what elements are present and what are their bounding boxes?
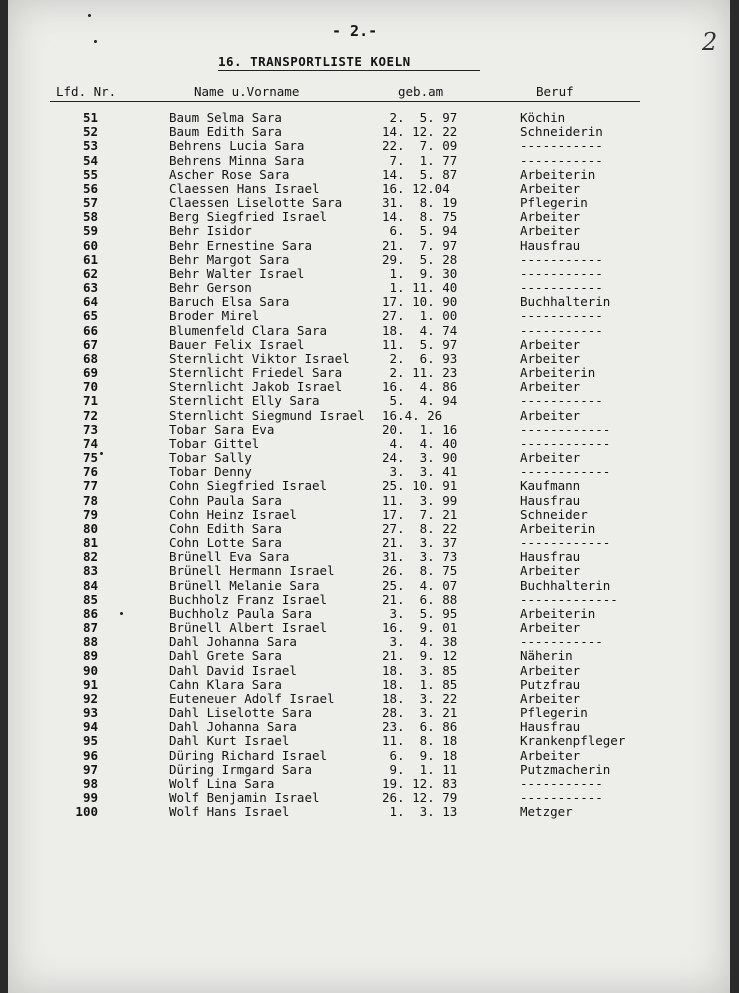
row-name: Sternlicht Viktor Israel [169, 350, 350, 366]
row-name: Behr Gerson [169, 280, 252, 296]
list-row [8, 536, 730, 550]
row-name: Tobar Denny [169, 464, 252, 480]
list-row [8, 139, 730, 153]
row-occupation: ----------- [520, 265, 603, 281]
row-number: 56 [82, 180, 98, 196]
row-number: 91 [82, 676, 98, 692]
row-number: 86 [82, 605, 98, 621]
row-name: Cohn Edith Sara [169, 520, 282, 536]
row-birthdate: 11. 5. 97 [382, 336, 458, 352]
paper-speck [88, 14, 91, 17]
list-row [8, 706, 730, 720]
row-birthdate: 16. 4. 86 [382, 379, 458, 395]
row-birthdate: 18. 3. 85 [382, 662, 458, 678]
row-name: Behr Margot Sara [169, 251, 290, 267]
list-row [8, 281, 730, 295]
row-occupation: Arbeiter [520, 690, 581, 706]
list-row [8, 749, 730, 763]
row-name: Cohn Paula Sara [169, 492, 282, 508]
row-name: Blumenfeld Clara Sara [169, 322, 328, 338]
row-birthdate: 16. 12.04 [382, 180, 450, 196]
row-occupation: Arbeiter [520, 407, 581, 423]
row-occupation: Buchhalterin [520, 294, 611, 310]
row-name: Baum Edith Sara [169, 124, 282, 140]
row-occupation: ------------- [520, 591, 618, 607]
row-name: Cohn Siegfried Israel [169, 478, 328, 494]
row-birthdate: 21. 7. 97 [382, 237, 458, 253]
list-row [8, 579, 730, 593]
row-name: Düring Irmgard Sara [169, 761, 312, 777]
row-occupation: ----------- [520, 790, 603, 806]
row-name: Bauer Felix Israel [169, 336, 305, 352]
row-occupation: Metzger [520, 804, 573, 820]
row-occupation: Arbeiter [520, 350, 581, 366]
row-occupation: Schneiderin [520, 124, 603, 140]
row-number: 69 [82, 365, 98, 381]
row-name: Sternlicht Elly Sara [169, 393, 320, 409]
row-number: 89 [82, 648, 98, 664]
row-birthdate: 27. 8. 22 [382, 520, 458, 536]
row-number: 65 [82, 308, 98, 324]
paper-speck [100, 452, 103, 455]
row-name: Düring Richard Israel [169, 747, 328, 763]
row-number: 64 [82, 294, 98, 310]
row-birthdate: 31. 3. 73 [382, 549, 458, 565]
row-number: 59 [82, 223, 98, 239]
row-number: 94 [82, 719, 98, 735]
row-occupation: Näherin [520, 648, 573, 664]
list-row [8, 224, 730, 238]
row-occupation: Arbeiterin [520, 605, 596, 621]
row-number: 98 [82, 775, 98, 791]
row-birthdate: 4. 4. 40 [382, 435, 458, 451]
header-rule [50, 101, 640, 102]
list-row [8, 805, 730, 819]
list-row [8, 465, 730, 479]
row-occupation: Hausfrau [520, 549, 581, 565]
row-name: Claessen Hans Israel [169, 180, 320, 196]
row-occupation: ----------- [520, 393, 603, 409]
list-row [8, 309, 730, 323]
list-row [8, 763, 730, 777]
list-row [8, 125, 730, 139]
list-row [8, 777, 730, 791]
row-birthdate: 3. 5. 95 [382, 605, 458, 621]
row-name: Behr Walter Israel [169, 265, 305, 281]
row-birthdate: 5. 4. 94 [382, 393, 458, 409]
list-row [8, 338, 730, 352]
row-name: Broder Mirel [169, 308, 260, 324]
list-row [8, 423, 730, 437]
row-name: Cahn Klara Sara [169, 676, 282, 692]
row-name: Dahl Johanna Sara [169, 634, 297, 650]
list-row [8, 267, 730, 281]
row-occupation: Arbeiter [520, 662, 581, 678]
row-number: 74 [82, 435, 98, 451]
row-birthdate: 9. 1. 11 [382, 761, 458, 777]
row-name: Brünell Melanie Sara [169, 577, 320, 593]
header-name: Name u.Vorname [194, 84, 300, 99]
row-name: Behrens Minna Sara [169, 152, 305, 168]
row-number: 67 [82, 336, 98, 352]
row-birthdate: 11. 8. 18 [382, 733, 458, 749]
list-row [8, 734, 730, 748]
row-occupation: Arbeiter [520, 450, 581, 466]
list-row [8, 111, 730, 125]
row-birthdate: 19. 12. 83 [382, 775, 458, 791]
paper-speck [120, 612, 123, 615]
row-number: 72 [82, 407, 98, 423]
paper-speck [94, 40, 97, 43]
row-occupation: Krankenpfleger [520, 733, 626, 749]
row-birthdate: 11. 3. 99 [382, 492, 458, 508]
list-row [8, 210, 730, 224]
row-name: Euteneuer Adolf Israel [169, 690, 335, 706]
row-occupation: ----------- [520, 634, 603, 650]
list-row [8, 154, 730, 168]
row-birthdate: 21. 3. 37 [382, 535, 458, 551]
row-occupation: Putzfrau [520, 676, 581, 692]
row-number: 92 [82, 690, 98, 706]
list-row [8, 522, 730, 536]
page-number: - 2.- [332, 22, 378, 40]
list-row [8, 324, 730, 338]
title-underline [218, 70, 480, 71]
row-occupation: Arbeiterin [520, 520, 596, 536]
row-occupation: Arbeiter [520, 747, 581, 763]
row-number: 61 [82, 251, 98, 267]
row-name: Behrens Lucia Sara [169, 138, 305, 154]
row-number: 79 [82, 506, 98, 522]
row-name: Sternlicht Siegmund Israel [169, 407, 365, 423]
row-occupation: Arbeiter [520, 223, 581, 239]
row-birthdate: 24. 3. 90 [382, 450, 458, 466]
list-row [8, 664, 730, 678]
row-occupation: Arbeiter [520, 180, 581, 196]
list-row [8, 380, 730, 394]
row-birthdate: 17. 7. 21 [382, 506, 458, 522]
row-birthdate: 6. 9. 18 [382, 747, 458, 763]
row-number: 76 [82, 464, 98, 480]
row-birthdate: 18. 1. 85 [382, 676, 458, 692]
row-name: Ascher Rose Sara [169, 166, 290, 182]
list-row [8, 253, 730, 267]
row-birthdate: 14. 8. 75 [382, 209, 458, 225]
row-birthdate: 17. 10. 90 [382, 294, 458, 310]
row-birthdate: 31. 8. 19 [382, 195, 458, 211]
row-name: Dahl David Israel [169, 662, 297, 678]
row-number: 85 [82, 591, 98, 607]
row-name: Wolf Hans Israel [169, 804, 290, 820]
row-birthdate: 25. 4. 07 [382, 577, 458, 593]
list-row [8, 295, 730, 309]
row-name: Sternlicht Jakob Israel [169, 379, 343, 395]
row-number: 60 [82, 237, 98, 253]
row-birthdate: 14. 12. 22 [382, 124, 458, 140]
row-number: 71 [82, 393, 98, 409]
row-number: 57 [82, 195, 98, 211]
row-occupation: Arbeiter [520, 620, 581, 636]
row-name: Buchholz Paula Sara [169, 605, 312, 621]
row-birthdate: 22. 7. 09 [382, 138, 458, 154]
row-birthdate: 1. 11. 40 [382, 280, 458, 296]
row-name: Cohn Heinz Israel [169, 506, 297, 522]
row-occupation: Arbeiterin [520, 365, 596, 381]
row-number: 83 [82, 563, 98, 579]
row-number: 95 [82, 733, 98, 749]
row-name: Dahl Grete Sara [169, 648, 282, 664]
list-row [8, 394, 730, 408]
row-number: 52 [82, 124, 98, 140]
row-number: 63 [82, 280, 98, 296]
row-birthdate: 28. 3. 21 [382, 705, 458, 721]
row-name: Buchholz Franz Israel [169, 591, 328, 607]
list-row [8, 479, 730, 493]
row-number: 90 [82, 662, 98, 678]
row-occupation: ----------- [520, 775, 603, 791]
row-birthdate: 3. 4. 38 [382, 634, 458, 650]
list-row [8, 239, 730, 253]
row-number: 58 [82, 209, 98, 225]
row-occupation: Arbeiterin [520, 166, 596, 182]
row-number: 62 [82, 265, 98, 281]
row-name: Dahl Kurt Israel [169, 733, 290, 749]
row-occupation: Buchhalterin [520, 577, 611, 593]
row-occupation: Kaufmann [520, 478, 581, 494]
header-nr: Lfd. Nr. [56, 84, 117, 99]
row-occupation: ----------- [520, 152, 603, 168]
row-occupation: ------------ [520, 464, 611, 480]
row-birthdate: 6. 5. 94 [382, 223, 458, 239]
list-row [8, 564, 730, 578]
row-occupation: Arbeiter [520, 336, 581, 352]
row-birthdate: 7. 1. 77 [382, 152, 458, 168]
row-number: 66 [82, 322, 98, 338]
document-page [8, 0, 730, 993]
row-number: 53 [82, 138, 98, 154]
row-occupation: Arbeiter [520, 563, 581, 579]
row-number: 51 [82, 110, 98, 125]
row-occupation: Köchin [520, 110, 566, 125]
row-number: 84 [82, 577, 98, 593]
row-name: Dahl Liselotte Sara [169, 705, 312, 721]
row-birthdate: 20. 1. 16 [382, 421, 458, 437]
list-row [8, 720, 730, 734]
list-row [8, 791, 730, 805]
row-name: Brünell Albert Israel [169, 620, 328, 636]
row-number: 75 [82, 450, 98, 466]
row-occupation: ------------ [520, 535, 611, 551]
row-name: Sternlicht Friedel Sara [169, 365, 343, 381]
row-birthdate: 3. 3. 41 [382, 464, 458, 480]
row-name: Tobar Sara Eva [169, 421, 275, 437]
row-occupation: ----------- [520, 280, 603, 296]
row-name: Baruch Elsa Sara [169, 294, 290, 310]
row-name: Tobar Gittel [169, 435, 260, 451]
row-birthdate: 2. 6. 93 [382, 350, 458, 366]
row-number: 78 [82, 492, 98, 508]
row-occupation: Schneider [520, 506, 588, 522]
row-birthdate: 1. 9. 30 [382, 265, 458, 281]
row-number: 99 [82, 790, 98, 806]
row-number: 73 [82, 421, 98, 437]
row-number: 80 [82, 520, 98, 536]
document-title: 16. TRANSPORTLISTE KOELN [218, 54, 411, 69]
row-occupation: Pflegerin [520, 195, 588, 211]
row-birthdate: 2. 11. 23 [382, 365, 458, 381]
row-number: 82 [82, 549, 98, 565]
list-row [8, 366, 730, 380]
row-name: Dahl Johanna Sara [169, 719, 297, 735]
list-row [8, 168, 730, 182]
row-name: Berg Siegfried Israel [169, 209, 328, 225]
row-birthdate: 29. 5. 28 [382, 251, 458, 267]
list-row [8, 437, 730, 451]
row-number: 93 [82, 705, 98, 721]
row-name: Brünell Hermann Israel [169, 563, 335, 579]
row-number: 81 [82, 535, 98, 551]
row-name: Tobar Sally [169, 450, 252, 466]
row-name: Wolf Lina Sara [169, 775, 275, 791]
list-row [8, 182, 730, 196]
row-name: Baum Selma Sara [169, 110, 282, 125]
row-birthdate: 26. 12. 79 [382, 790, 458, 806]
row-birthdate: 14. 5. 87 [382, 166, 458, 182]
row-name: Behr Ernestine Sara [169, 237, 312, 253]
row-number: 97 [82, 761, 98, 777]
list-row [8, 635, 730, 649]
list-row [8, 409, 730, 423]
list-row [8, 508, 730, 522]
row-number: 96 [82, 747, 98, 763]
row-birthdate: 27. 1. 00 [382, 308, 458, 324]
row-name: Brünell Eva Sara [169, 549, 290, 565]
row-name: Claessen Liselotte Sara [169, 195, 343, 211]
row-birthdate: 23. 6. 86 [382, 719, 458, 735]
list-row [8, 550, 730, 564]
row-number: 77 [82, 478, 98, 494]
row-number: 88 [82, 634, 98, 650]
list-row [8, 352, 730, 366]
list-row [8, 692, 730, 706]
row-occupation: ----------- [520, 138, 603, 154]
row-birthdate: 16.4. 26 [382, 407, 443, 423]
row-occupation: Hausfrau [520, 237, 581, 253]
row-number: 55 [82, 166, 98, 182]
row-birthdate: 1. 3. 13 [382, 804, 458, 820]
row-occupation: Pflegerin [520, 705, 588, 721]
row-birthdate: 21. 6. 88 [382, 591, 458, 607]
list-row [8, 607, 730, 621]
row-number: 54 [82, 152, 98, 168]
row-birthdate: 2. 5. 97 [382, 110, 458, 125]
row-number: 87 [82, 620, 98, 636]
list-row [8, 621, 730, 635]
list-row [8, 593, 730, 607]
row-number: 70 [82, 379, 98, 395]
handwritten-page-mark: 2 [702, 28, 718, 56]
row-number: 68 [82, 350, 98, 366]
row-occupation: ----------- [520, 308, 603, 324]
row-occupation: Hausfrau [520, 719, 581, 735]
row-birthdate: 18. 3. 22 [382, 690, 458, 706]
row-birthdate: 26. 8. 75 [382, 563, 458, 579]
row-birthdate: 25. 10. 91 [382, 478, 458, 494]
row-occupation: ------------ [520, 421, 611, 437]
row-occupation: ----------- [520, 251, 603, 267]
list-row [8, 678, 730, 692]
list-row [8, 196, 730, 210]
row-birthdate: 18. 4. 74 [382, 322, 458, 338]
row-birthdate: 16. 9. 01 [382, 620, 458, 636]
list-row [8, 649, 730, 663]
row-number: 100 [75, 804, 98, 820]
row-occupation: Hausfrau [520, 492, 581, 508]
list-row [8, 494, 730, 508]
row-birthdate: 21. 9. 12 [382, 648, 458, 664]
list-row [8, 451, 730, 465]
row-occupation: Putzmacherin [520, 761, 611, 777]
header-date: geb.am [398, 84, 444, 99]
row-occupation: ------------ [520, 435, 611, 451]
header-job: Beruf [536, 84, 574, 99]
row-name: Cohn Lotte Sara [169, 535, 282, 551]
row-occupation: ----------- [520, 322, 603, 338]
row-occupation: Arbeiter [520, 209, 581, 225]
row-occupation: Arbeiter [520, 379, 581, 395]
row-name: Wolf Benjamin Israel [169, 790, 320, 806]
row-name: Behr Isidor [169, 223, 252, 239]
